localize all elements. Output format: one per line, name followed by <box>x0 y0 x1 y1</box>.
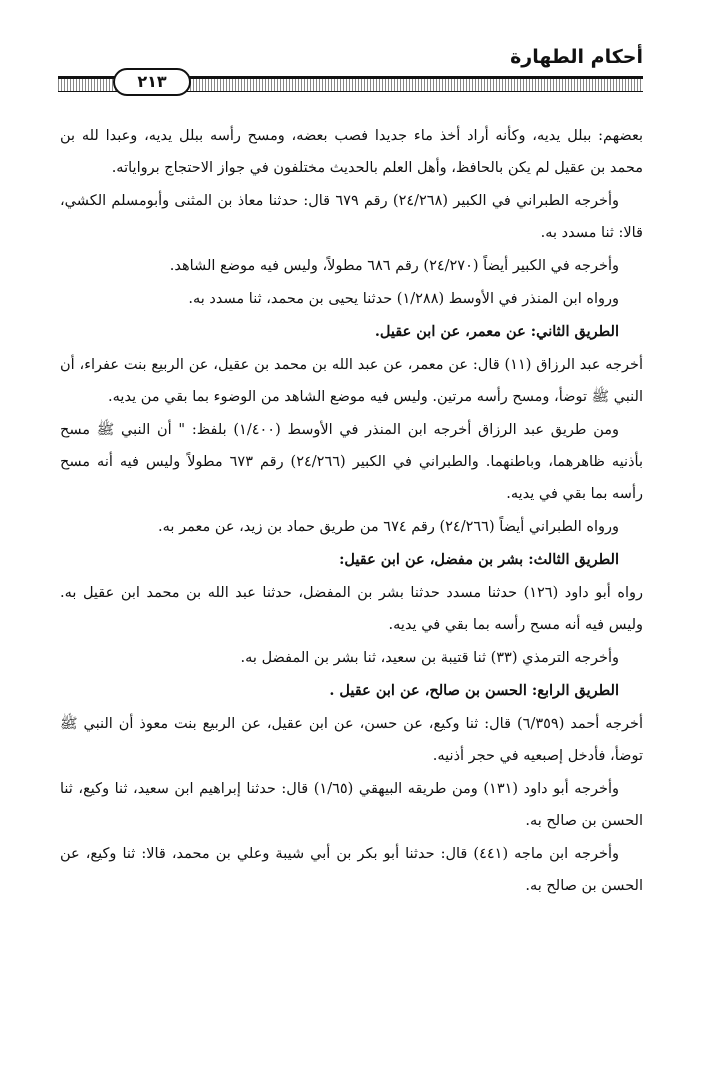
paragraph-1: بعضهم: ببلل يديه، وكأنه أراد أخذ ماء جديدا فصب بعضه، ومسح رأسه ببلل يديه، وعبدا لله بن محمد بن عقيل لم يكن بالحافظ، وأهل العلم بالحديث مختلفون في جواز الاحتجاج برواياته. <box>60 128 643 176</box>
paragraph-11: وأخرجه أبو داود (١٣١) ومن طريقه البيهقي (١/٦٥) قال: حدثنا إبراهيم ابن سعيد، ثنا وكيع، ثنا الحسن بن صالح به. <box>60 781 643 829</box>
paragraph-5: أخرجه عبد الرزاق (١١) قال: عن معمر، عن عبد الله بن محمد بن عقيل، عن الربيع بنت عفراء، أن النبي ﷺ توضأ، ومسح رأسه مرتين. وليس فيه موضع الشاهد من الوضوء بما بقي من يديه. <box>60 357 643 405</box>
paragraph-10: أخرجه أحمد (٦/٣٥٩) قال: ثنا وكيع، عن حسن، عن ابن عقيل، عن الربيع بنت معوذ أن النبي ﷺ توضأ، فأدخل إصبعيه في حجر أذنيه. <box>60 716 644 764</box>
paragraph-3: وأخرجه في الكبير أيضاً (٢٤/٢٧٠) رقم ٦٨٦ مطولاً، وليس فيه موضع الشاهد. <box>169 258 619 274</box>
section-heading-3: الطريق الثالث: بشر بن مفضل، عن ابن عقيل: <box>339 551 619 568</box>
paragraph-2: وأخرجه الطبراني في الكبير (٢٤/٢٦٨) رقم ٦٧٩ قال: حدثنا معاذ بن المثنى وأبومسلم الكشي، قالا: ثنا مسدد به. <box>60 193 643 241</box>
section-heading-4: الطريق الرابع: الحسن بن صالح، عن ابن عقيل . <box>329 682 619 699</box>
paragraph-6: ومن طريق عبد الرزاق أخرجه ابن المنذر في الأوسط (١/٤٠٠) بلفظ: " أن النبي ﷺ مسح بأذنيه ظاهرهما، وباطنهما. والطبراني في الكبير (٢٤/٢٦٦) رقم ٦٧٣ مطولاً وليس فيه أنه مسح رأسه بما بقي في يديه. <box>60 422 644 502</box>
paragraph-12: وأخرجه ابن ماجه (٤٤١) قال: حدثنا أبو بكر بن أبي شيبة وعلي بن محمد، قالا: ثنا وكيع، عن الحسن بن صالح به. <box>60 846 643 894</box>
running-title: أحكام الطهارة <box>510 46 643 68</box>
body-text <box>60 120 643 903</box>
page-number: ٢١٣ <box>113 68 191 96</box>
paragraph-9: وأخرجه الترمذي (٣٣) ثنا قتيبة بن سعيد، ثنا بشر بن المفضل به. <box>240 650 619 666</box>
paragraph-7: ورواه الطبراني أيضاً (٢٤/٢٦٦) رقم ٦٧٤ من طريق حماد بن زيد، عن معمر به. <box>158 519 619 535</box>
paragraph-8: رواه أبو داود (١٢٦) حدثنا مسدد حدثنا بشر بن المفضل، حدثنا عبد الله بن محمد ابن عقيل به. وليس فيه أنه مسح رأسه بما بقي في يديه. <box>60 585 643 633</box>
section-heading-2: الطريق الثاني: عن معمر، عن ابن عقيل. <box>374 323 619 340</box>
page-header <box>58 40 643 100</box>
paragraph-4: ورواه ابن المنذر في الأوسط (١/٢٨٨) حدثنا يحيى بن محمد، ثنا مسدد به. <box>188 291 619 307</box>
